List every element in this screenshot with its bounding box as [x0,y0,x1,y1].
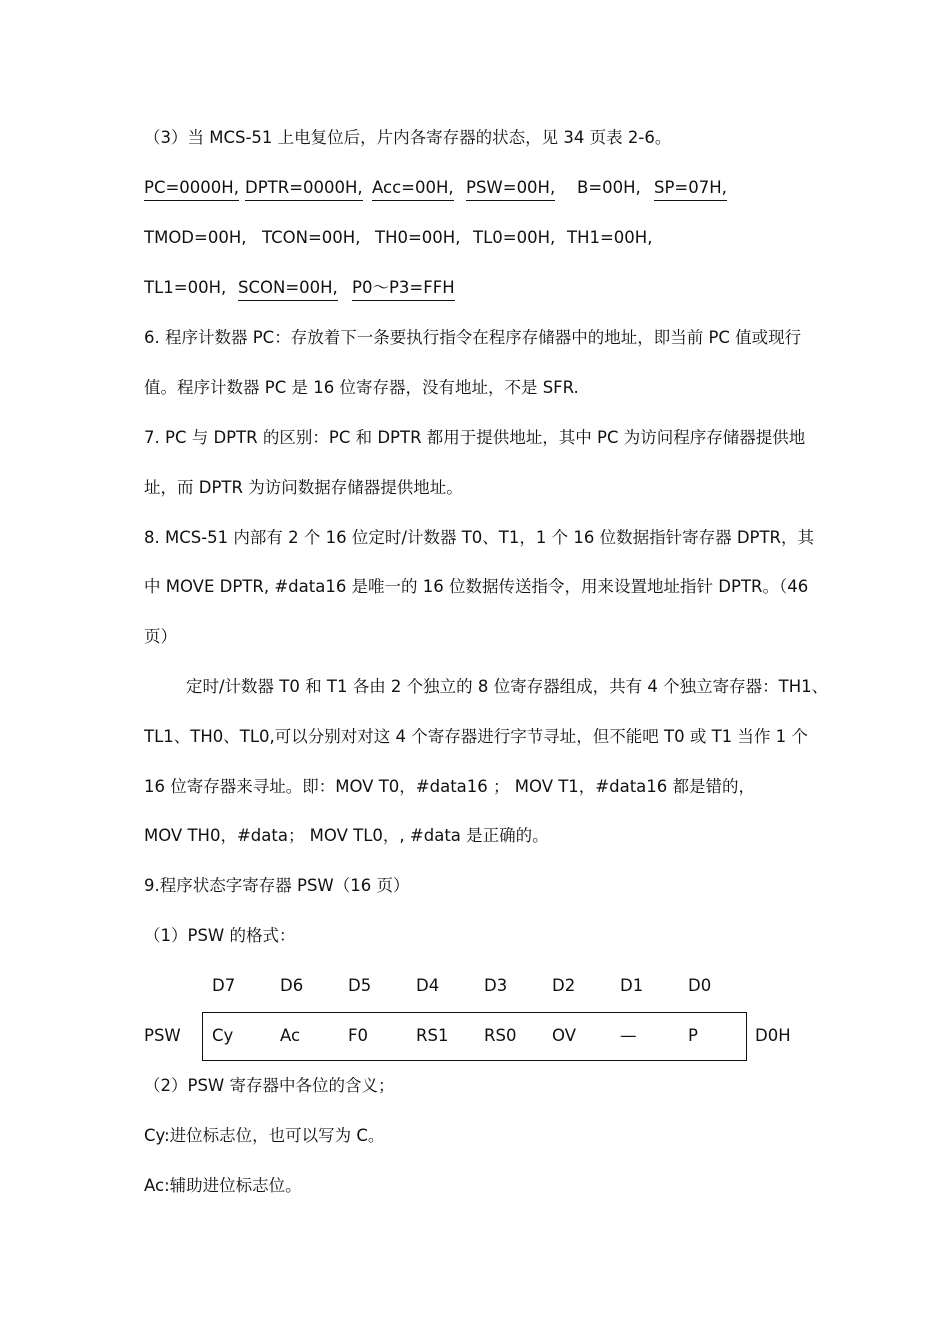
psw-cy-description: Cy:进位标志位，也可以写为 C。 [144,1126,385,1145]
psw-bit-cell: P [688,1026,698,1045]
register-b: B=00H, [577,178,641,197]
psw-bit-header: D4 [416,976,440,995]
paragraph-registers-line-3: 16 位寄存器来寻址。即：MOV T0，#data16 ； MOV T1，#data16 都是错的， [144,777,756,796]
register-th1: TH1=00H, [567,228,653,247]
paragraph-timers-line-2: 中 MOVE DPTR, #data16 是唯一的 16 位数据传送指令，用来设置地址指针 DPTR。（46 [144,577,809,596]
register-psw: PSW=00H, [466,177,555,201]
psw-bit-cell: Cy [212,1026,234,1045]
psw-ac-description: Ac:辅助进位标志位。 [144,1176,302,1195]
register-scon: SCON=00H, [238,277,338,301]
register-tl0: TL0=00H, [473,228,556,247]
register-tcon: TCON=00H, [262,228,361,247]
psw-meaning-heading: （2）PSW 寄存器中各位的含义； [144,1076,395,1095]
paragraph-pc-line-1: 6. 程序计数器 PC：存放着下一条要执行指令在程序存储器中的地址，即当前 PC 值或现行 [144,328,802,347]
register-p0-p3: P0～P3=FFH [352,277,455,301]
psw-bit-header: D1 [620,976,644,995]
psw-bit-header: D7 [212,976,236,995]
paragraph-registers-line-2: TL1、TH0、TL0,可以分别对对这 4 个寄存器进行字节寻址，但不能吧 T0 或 T1 当作 1 个 [144,727,808,746]
section-heading-psw: 9.程序状态字寄存器 PSW（16 页） [144,876,410,895]
register-dptr: DPTR=0000H, [245,177,363,201]
paragraph-registers-line-1: 定时/计数器 T0 和 T1 各由 2 个独立的 8 位寄存器组成，共有 4 个独立寄存器：TH1、 [186,677,829,696]
register-pc: PC=0000H, [144,177,239,201]
register-acc: Acc=00H, [372,177,454,201]
psw-bit-header: D6 [280,976,304,995]
psw-bit-cell: F0 [348,1026,368,1045]
psw-bit-header: D0 [688,976,712,995]
psw-bit-cell: RS0 [484,1026,517,1045]
psw-bit-cell: OV [552,1026,576,1045]
register-th0: TH0=00H, [375,228,461,247]
psw-bit-cell: RS1 [416,1026,449,1045]
psw-bit-cell: — [620,1026,637,1045]
paragraph-dptr-line-1: 7. PC 与 DPTR 的区别：PC 和 DPTR 都用于提供地址，其中 PC 为访问程序存储器提供地 [144,428,806,447]
paragraph-dptr-line-2: 址，而 DPTR 为访问数据存储器提供地址。 [144,478,463,497]
paragraph-timers-line-3: 页） [144,627,177,646]
paragraph-pc-line-2: 值。程序计数器 PC 是 16 位寄存器，没有地址，不是 SFR. [144,378,579,397]
psw-row-label: PSW [144,1026,181,1045]
psw-bit-header: D3 [484,976,508,995]
psw-bit-cell: Ac [280,1026,301,1045]
psw-address: D0H [755,1026,791,1045]
register-sp: SP=07H, [654,177,727,201]
paragraph-timers-line-1: 8. MCS-51 内部有 2 个 16 位定时/计数器 T0、T1，1 个 16 位数据指针寄存器 DPTR，其 [144,528,815,547]
psw-bit-header: D2 [552,976,576,995]
psw-format-heading: （1）PSW 的格式： [144,926,296,945]
paragraph-registers-line-4: MOV TH0，#data； MOV TL0，, #data 是正确的。 [144,826,549,845]
register-tmod: TMOD=00H, [144,228,247,247]
psw-bit-header: D5 [348,976,372,995]
register-tl1: TL1=00H, [144,278,227,297]
reset-state-heading: （3）当 MCS-51 上电复位后，片内各寄存器的状态，见 34 页表 2-6。 [144,128,672,147]
